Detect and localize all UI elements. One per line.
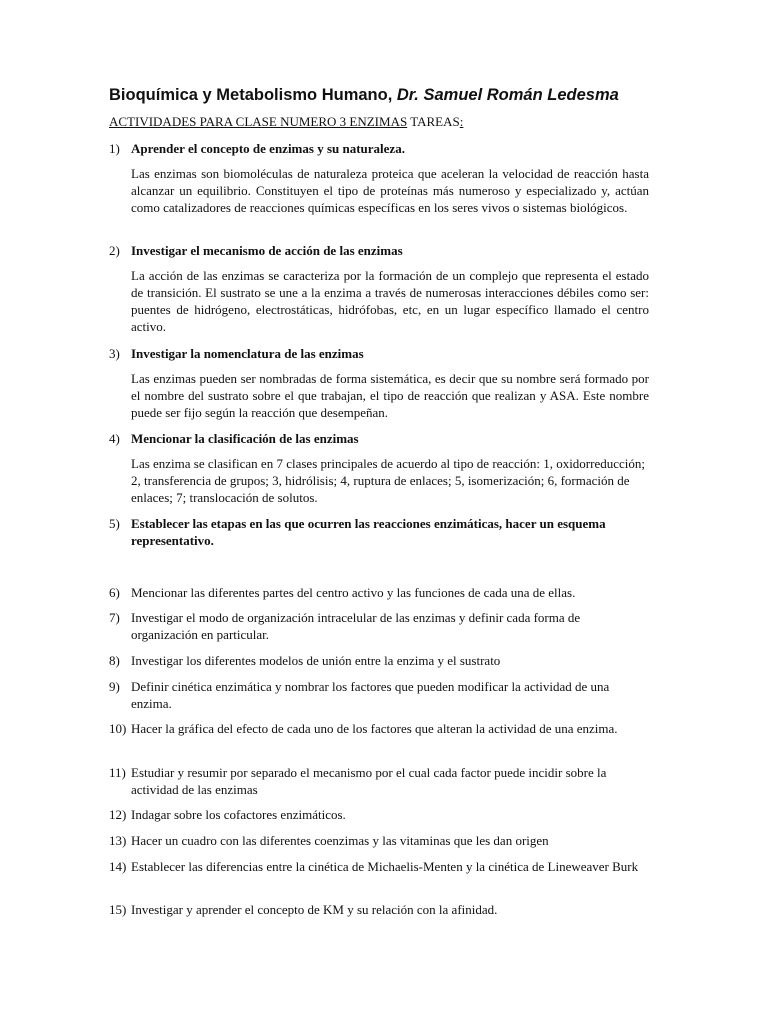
answer-2: La acción de las enzimas se caracteriza por la formación de un complejo que representa el estado de transición. El sustrato se une a la enzima a través de numerosas interacciones débiles como ser: puentes de hidrógeno, electrostáticas, hidrófobas, etc, en un lugar específico llamado el centro activo.: [131, 268, 649, 334]
subtitle-underlined: ACTIVIDADES PARA CLASE NUMERO 3 ENZIMAS: [109, 114, 408, 129]
subtitle-rest: TAREAS: [407, 114, 460, 129]
task-item-13: [109, 832, 649, 849]
task-number: 10): [109, 721, 127, 736]
task-text: Definir cinética enzimática y nombrar los factores que pueden modificar la actividad de una enzima.: [131, 679, 610, 711]
task-text: Investigar el modo de organización intracelular de las enzimas y definir cada forma de organización en particular.: [131, 610, 581, 642]
answer-1: Las enzimas son biomoléculas de naturaleza proteica que aceleran la velocidad de reacción hasta alcanzar un equilibrio. Constituyen el tipo de proteínas más numeroso y especializado y, actúan como catalizadores de reacciones químicas específicas en los seres vivos o sistemas biológicos.: [131, 166, 649, 215]
title-main: Bioquímica y Metabolismo Humano,: [109, 86, 397, 104]
document-subtitle: [109, 114, 463, 130]
task-item-14: [109, 858, 649, 875]
document-title: [109, 86, 619, 105]
answer-4: Las enzima se clasifican en 7 clases principales de acuerdo al tipo de reacción: 1, oxidorreducción; 2, transferencia de grupos; 3, hidrólisis; 4, ruptura de enlaces; 5, isomerización; 6, formación de enlaces; 7; translocación de solutos.: [131, 456, 646, 505]
task-item-10: [109, 720, 649, 737]
task-number: 9): [109, 679, 120, 694]
task-text: Investigar la nomenclatura de las enzimas: [131, 346, 364, 361]
task-text: Mencionar las diferentes partes del centro activo y las funciones de cada una de ellas.: [131, 585, 576, 600]
task-text: Investigar y aprender el concepto de KM y su relación con la afinidad.: [131, 902, 498, 917]
answer-3: Las enzimas pueden ser nombradas de forma sistemática, es decir que su nombre será formado por el nombre del sustrato sobre el que trabajan, el tipo de reacción que realizan y ASA. Este nombre puede ser fijo según la reacción que desempeñan.: [131, 371, 649, 420]
task-text: Investigar el mecanismo de acción de las enzimas: [131, 243, 403, 258]
task-text: Investigar los diferentes modelos de unión entre la enzima y el sustrato: [131, 653, 501, 668]
task-item-5: [109, 515, 649, 549]
task-item-8: [109, 652, 649, 669]
task-text: Hacer un cuadro con las diferentes coenzimas y las vitaminas que les dan origen: [131, 833, 549, 848]
task-item-7: [109, 609, 649, 643]
subtitle-colon: :: [459, 114, 464, 129]
task-item-4: [109, 430, 649, 447]
task-item-11: [109, 764, 649, 798]
task-text: Establecer las diferencias entre la cinética de Michaelis-Menten y la cinética de Lineweaver Burk: [131, 859, 639, 874]
task-number: 11): [109, 765, 126, 780]
task-item-9: [109, 678, 649, 712]
task-item-1: [109, 140, 649, 157]
task-item-15: [109, 901, 649, 918]
task-number: 12): [109, 807, 127, 822]
task-number: 1): [109, 141, 120, 156]
task-number: 6): [109, 585, 120, 600]
task-number: 7): [109, 610, 120, 625]
task-number: 13): [109, 833, 127, 848]
task-text: Hacer la gráfica del efecto de cada uno de los factores que alteran la actividad de una enzima.: [131, 721, 618, 736]
task-number: 15): [109, 902, 127, 917]
task-text: Mencionar la clasificación de las enzimas: [131, 431, 359, 446]
task-item-2: [109, 242, 649, 259]
title-author: Dr. Samuel Román Ledesma: [396, 86, 619, 104]
task-number: 4): [109, 431, 120, 446]
task-text: Aprender el concepto de enzimas y su naturaleza.: [131, 141, 405, 156]
task-number: 14): [109, 859, 127, 874]
task-text: Establecer las etapas en las que ocurren las reacciones enzimáticas, hacer un esquema representativo.: [131, 516, 606, 548]
task-text: Indagar sobre los cofactores enzimáticos.: [131, 807, 346, 822]
task-item-12: [109, 806, 649, 823]
task-text: Estudiar y resumir por separado el mecanismo por el cual cada factor puede incidir sobre la actividad de las enzimas: [131, 765, 607, 797]
task-item-6: [109, 584, 649, 601]
task-item-3: [109, 345, 649, 362]
task-number: 3): [109, 346, 120, 361]
task-number: 5): [109, 516, 120, 531]
task-number: 2): [109, 243, 120, 258]
task-number: 8): [109, 653, 120, 668]
